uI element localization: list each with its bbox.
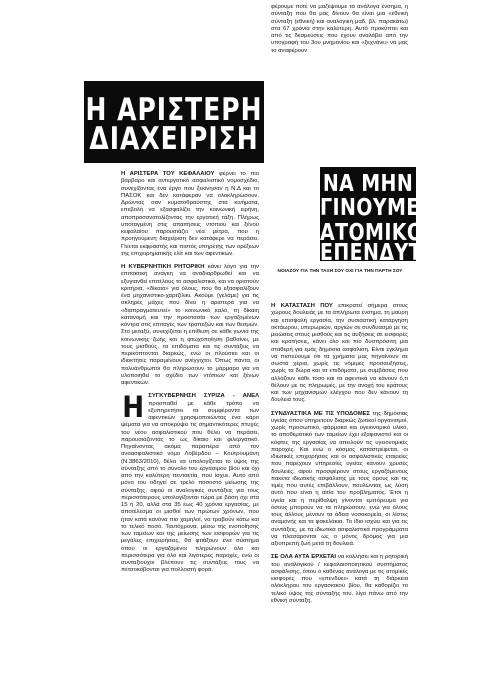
drop-cap: Η bbox=[122, 390, 145, 425]
paragraph-lead: Η ΑΡΙΣΤΕΡΑ ΤΟΥ ΚΕΦΑΛΑΙΟΥ bbox=[121, 171, 215, 177]
headline-banner-left-article bbox=[84, 81, 264, 163]
headline-line-1: Η ΑΡΙΣΤΕΡΗ bbox=[85, 91, 263, 128]
continuation-text bbox=[271, 4, 408, 55]
paragraph-with-dropcap bbox=[121, 390, 259, 574]
paragraph-lead: ΣΥΓΚΥΒΕΡΝΗΣΗ ΣΥΡΙΖΑ - ΑΝΕΛ bbox=[148, 393, 259, 400]
paragraph-text: να κολλήσει και η ρητορική του αναλογικού / κεφαλαιοποιητικού συστήματος ασφάλισης, όπου ο καθένας ανάλογα με τις ατομικές εισφορές που «επενδύει» κατά τη διάρκεια ολόκληρου του εργασιακού βίου, θα καθορίζει το τελικό ύψος της σύνταξής του, λίγο πάνω από την εθνική σύνταξη. bbox=[271, 554, 408, 604]
left-article-body bbox=[121, 171, 259, 575]
headline-line-1: ΝΑ ΜΗΝ bbox=[322, 170, 414, 197]
paragraph-lead: ΣΥΝΔΥΑΣΤΙΚΑ ΜΕ ΤΙΣ ΥΠΟΔΟΜΕΣ bbox=[271, 410, 371, 417]
headline-line-2: ΓΙΝΟΥΜΕ bbox=[320, 194, 420, 222]
paragraph bbox=[121, 171, 259, 258]
paragraph-lead: ΣΕ ΟΛΑ ΑΥΤΑ ΕΡΧΕΤΑΙ bbox=[271, 554, 337, 561]
paragraph: φέρουμε ποτέ να μαζέψουμε τα ανάλογα ένσημα, η σύνταξη που θα μας δίνουν θα είναι μια «εθνική σύνταξη (εθνική) και αναλογική μαδ, βλ. παρακάτω) στα 67 χρόνια στην καλύτερη. Αυτό προκύπτει και από τις δεσμεύσεις που έχουν αναλάβει από την υπογραφή του 3ου μνημονίου και «ξεχνάνε» να μας το αναφέρουν bbox=[271, 4, 408, 54]
headline-line-3: ΑΤΟΜΙΚΟΙ bbox=[320, 219, 431, 247]
paragraph-lead: Η ΚΑΤΑΣΤΑΣΗ ΠΟΥ bbox=[271, 303, 333, 309]
paragraph-text: της δημόσιας υγείας όπου υπηρετούν διαρκώς ζωτικοί οργανισμοί, χωρίς προσωπικό, φάρμακα και υγειονομικό υλικό, το αποθεματικό των ταμείων έχει εξαφανιστεί και οι κόφτες της εργασίας να απειλούν τις υγειονομικές παροχές. Και ενώ ο κόσμος καταστρέφεται, οι ιδιωτικές επιχειρήσεις και οι ασφαλιστικές εταιρείες που παρέχουν υπηρεσίες υγείας κάνουν χρυσές δουλειές, αφού προσφέρουν στους εργαζόμενους πακέτα ιδιωτικής ασφάλισης με τους όρους και τις τιμές που αυτές επιβάλλουν, πουλώντας ως λύση αυτό που είναι η αιτία του προβλήματος. Έτσι η υγεία και η περίθαλψη γίνονται εμπόρευμα για όσους μπορούν να τα πληρώσουν, ενώ για όλους τους άλλους μένουν τα άδεια νοσοκομεία, οι λίστες αναμονής και τα φακελάκια. Το ίδιο ισχύει και για τις συντάξεις, με τα ιδιωτικά ασφαλιστικά προγράμματα να πλασάρονται ως ο μόνος δρόμος για μια αξιοπρεπή ζωή μετά τη δουλειά. bbox=[271, 410, 408, 547]
headline-banner-right-article bbox=[320, 167, 457, 267]
headline-line-4: ΕΠΕΝΔΥΤΕΣ. bbox=[320, 239, 457, 267]
paragraph bbox=[271, 411, 408, 549]
strapline: ΝΟΙΑΖΟΥ ΓΙΑ ΤΗΝ ΤΑΞΗ ΣΟΥ ΟΧΙ ΓΙΑ ΤΗΝ ΠΑΡΤΗ ΣΟΥ bbox=[277, 268, 403, 273]
paragraph bbox=[271, 303, 408, 405]
paragraph-text: κάνει λόγο για την επιτακτική ανάγκη να αναδιαρθρωθεί και να εξυγιανθεί επιτέλους το ασφαλιστικό, και να οριστούν κριτήρια, «δίκαια» για όλους, που θα εξασφαλίζουν ένα μηχανιστικο-χαρτζίλικι. Ακούμε (γελάμε) για τις σκληρές μάχες που δίνει η αριστερά για να «διαπραγματευτεί» το κοινωνικό καλό, τη δίκαιη κατανομή και την προστασία των εργαζομένων κόντρα στις επιταγές των τραπεζών και των θεσμών. Στο μεταξύ, συνεχίζεται η επίθεση σε κάθε γωνιά της κοινωνικής ζωής και η φτωχοποίηση βαθαίνει, με τους μισθούς, τα επιδόματα και τις συντάξεις να περικόπτονται διαρκώς, ενώ οι πλούσιοι και οι ιδιοκτήτες παραμένουν ανέγγιχτοι. Όπως πάντα, οι πολυάνθρωποι θα πληρώσουν το μάρμαρο για να υλοποιηθεί το σχέδιο των ντόπιων και ξένων αφεντικών. bbox=[121, 264, 259, 386]
paragraph-text: προσπαθεί με κάθε τρόπο να εξυπηρετήσει τα συμφέροντα των αφεντικών χρησιμοποιώντας ένα κάρο ψέματα για να αποκρύψει τις σημαντικότερες πτυχές του νέου ασφαλιστικού που θέλει να περάσει, παρουσιάζοντάς το ως δίκαιο και φιλεργατικό. Πηγαίνοντας ακόμα παραπέρα από τον αναασφαλιστικό νόμο Λοβέρδου – Κουτρουμάνη (Ν.3863/2010), θέλει να υπολογίζεται το ύψος της σύνταξης από το σύνολο του εργάσιμου βίου και όχι από την καλύτερη πενταετία, που ίσχυε. Αυτό από μόνο του οδηγεί σε τρελό ποσοστό μείωσης της σύνταξης, αφού οι αναλογικές συντάξεις για τους περισσότερους υπολογίζονται τώρα με βάση όχι στα 15 ή 20, αλλά στα 35 έως 40 χρόνια εργασίας, με αποτέλεσμα οι μισθοί των πρώτων χρόνων, που ήταν κατά κανόνα πιο χαμηλοί, να τραβούν κάτω και το τελικό ποσό. Ταυτόχρονα, μέσω της ενοποίησης των ταμείων και της μείωσης των εισφορών για τις μεγάλες επιχειρήσεις, θα φτιάξουν ένα σύστημα όπου οι εργαζόμενοι πληρώνουν όλο και περισσότερα για όλο και λιγότερες παροχές, ενώ οι συνταξιούχοι βλέπουν τις συντάξεις τους να πετσοκόβονται για πολλοστή φορά. bbox=[121, 400, 259, 574]
paragraph bbox=[121, 264, 259, 387]
headline-line-2: ΔΙΑΧΕΙΡΙΣΗ bbox=[89, 120, 259, 157]
paragraph-text: φέρνει το πιο βάρβαρο και αντεργατικό ασφαλιστικό νομοσχέδιο, συνεχίζοντας ένα έργο που ξεκίνησαν η Ν.Δ και το ΠΑΣΟΚ και δεν κατάφεραν να ολοκληρώσουν. Δρώντας σαν κυματοθραύστης στα κινήματα, επεβολή να εξασφαλίζει την κοινωνική ειρήνη, αποπροσανατολίζοντας την εργατική τάξη. Πλήρως υποταγμένη στις απαιτήσεις ντόπιου και ξένου κεφαλαίου παρουσιάζει νέα μέτρα, που η προηγούμενη διαχείριση δεν κατάφερε να περάσει. Γίνεται εκφραστής και πιστός υπηρέτης των ορέξεων της επιχειρηματικής ελίτ και των αφεντικών. bbox=[121, 171, 259, 257]
paragraph-text: επικρατεί σήμερα στους χώρους δουλειάς με τα απλήρωτα ένσημα, τη μαύρη και επισφαλή εργασία, την συσιαστική κατάργηση οκτάωρου, υπερωριών, αργιών σε συνδυασμό με τις μειώσεις στους μισθούς και τις αυξήσεις σε εισφορές και κρατήσεις, κάνει όλο και πιο δυσπρόσιτη μια σταθερή για εμάς δημόσια ασφάλιση. Είναι έγκλημα να πιστεύουμε ότι τα χρήματα μας πηγαίνουν σε σωστά χέρια, χωρίς τις νόμιμες προσαυξήσεις, χωρίς τα δώρα και τα επιδόματα, με συμβάσεις που αλλάζουν κάθε τόσο και τα αφεντικά να κάνουν ό,τι θέλουν με τις πληρωμές, με την ανοχή του κράτους και των μηχανισμών ελέγχου που δεν κάνουν τη δουλειά τους. bbox=[271, 303, 408, 404]
paragraph bbox=[271, 554, 408, 605]
right-article-body bbox=[271, 303, 408, 605]
paragraph-lead: Η ΚΥΒΕΡΝΗΤΙΚΗ ΡΗΤΟΡΙΚΗ bbox=[121, 264, 205, 270]
